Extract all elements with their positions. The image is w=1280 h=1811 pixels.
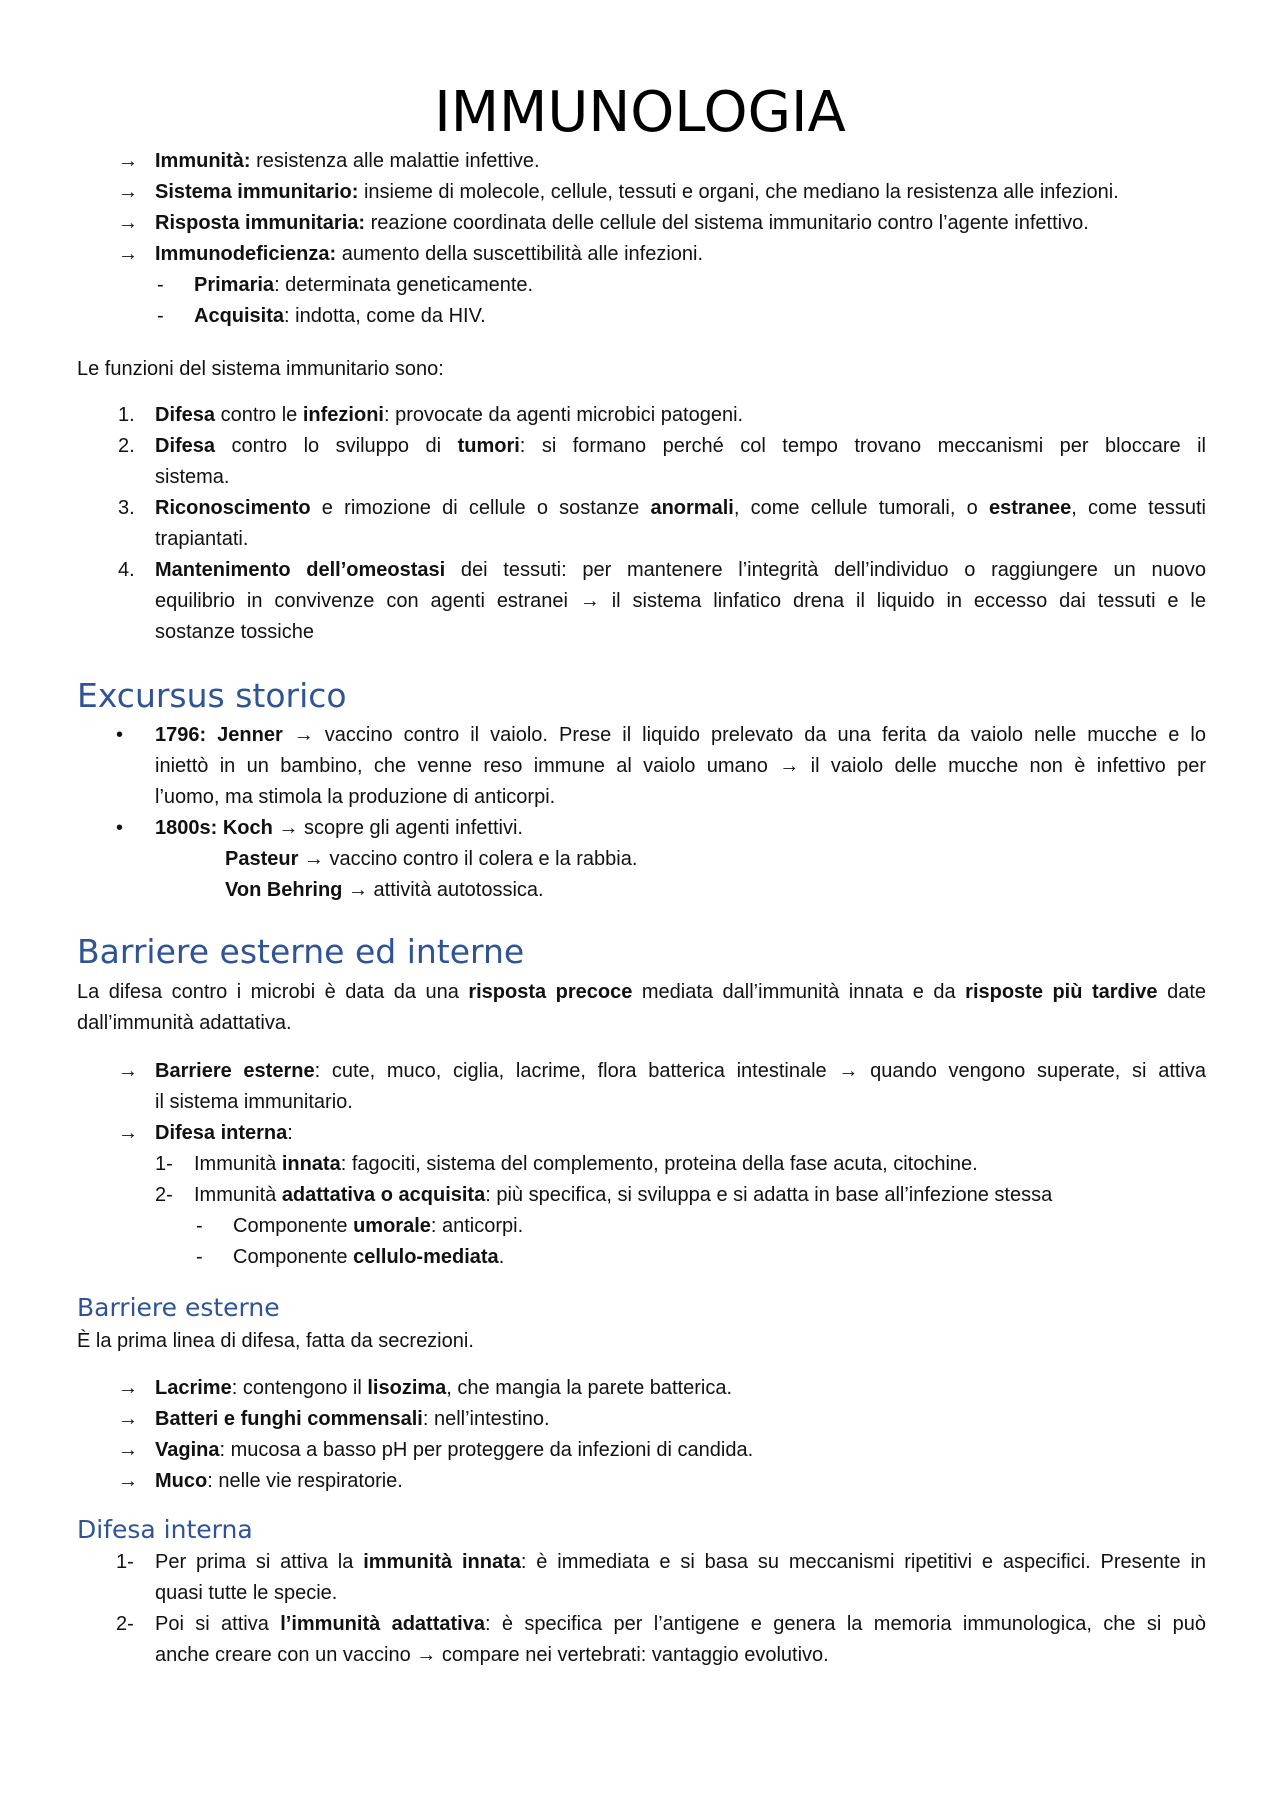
barrier-item: Barriere esterne: cute, muco, ciglia, lacrime, flora batterica intestinale → quando vengono superate, si attiva [155,1060,1206,1082]
function-item: Riconoscimento e rimozione di cellule o sostanze anormali, come cellule tumorali, o estranee, come tessuti [155,497,1206,519]
component-item: Componente cellulo-mediata. [233,1246,505,1268]
arrow-bullet: → [118,181,138,203]
subsection-heading-external: Barriere esterne [77,1293,280,1322]
internal-item: Poi si attiva l’immunità adattativa: è specifica per l’antigene e genera la memoria immunologica, che si può [155,1613,1206,1635]
list-number: 2- [116,1613,134,1635]
immunity-item: Immunità adattativa o acquisita: più specifica, si sviluppa e si adatta in base all’infezione stessa [194,1184,1053,1206]
function-item-continued: sostanze tossiche [155,621,314,643]
round-bullet: • [116,724,124,746]
list-number: 1. [118,404,135,426]
definition-item: Immunodeficienza: aumento della suscettibilità alle infezioni. [155,243,704,265]
barrier-item-continued: il sistema immunitario. [155,1091,353,1113]
internal-item: Per prima si attiva la immunità innata: è immediata e si basa su meccanismi ripetitivi e aspecifici. Presente in [155,1551,1207,1573]
definition-item: Risposta immunitaria: reazione coordinata delle cellule del sistema immunitario contro l’agente infettivo. [155,212,1089,234]
arrow-bullet: → [118,150,138,172]
history-item-continued: l’uomo, ma stimola la produzione di anticorpi. [155,786,556,808]
functions-intro: Le funzioni del sistema immunitario sono: [77,358,444,380]
section-heading-history: Excursus storico [77,676,347,715]
external-item: Muco: nelle vie respiratorie. [155,1470,403,1492]
barrier-item: Difesa interna: [155,1122,293,1144]
arrow-bullet: → [118,1122,138,1144]
history-item: 1796: Jenner → vaccino contro il vaiolo. Prese il liquido prelevato da una ferita da vaiolo nelle mucche e lo [155,724,1207,746]
function-item: Difesa contro lo sviluppo di tumori: si formano perché col tempo trovano meccanismi per bloccare il [155,435,1206,457]
arrow-bullet: → [118,1377,138,1399]
immunity-item: Immunità innata: fagociti, sistema del complemento, proteina della fase acuta, citochine. [194,1153,978,1175]
document-title: IMMUNOLOGIA [434,80,846,145]
definition-item: Sistema immunitario: insieme di molecole, cellule, tessuti e organi, che mediano la resistenza alle infezioni. [155,181,1119,203]
list-number: 2. [118,435,135,457]
history-item: 1800s: Koch → scopre gli agenti infettivi. [155,817,523,839]
function-item: Difesa contro le infezioni: provocate da agenti microbici patogeni. [155,404,744,426]
sub-item: Acquisita: indotta, come da HIV. [194,305,486,327]
list-number: 2- [155,1184,173,1206]
section-heading-barriers: Barriere esterne ed interne [77,932,525,971]
external-intro: È la prima linea di difesa, fatta da secrezioni. [77,1330,474,1352]
sub-item: Primaria: determinata geneticamente. [194,274,534,296]
dash-bullet: - [196,1215,203,1237]
function-item-continued: trapiantati. [155,528,249,550]
arrow-bullet: → [118,1470,138,1492]
external-item: Lacrime: contengono il lisozima, che mangia la parete batterica. [155,1377,733,1399]
function-item-continued: equilibrio in convivenze con agenti estranei → il sistema linfatico drena il liquido in eccesso dai tessuti e le [155,590,1206,612]
barriers-intro: La difesa contro i microbi è data da una risposta precoce mediata dall’immunità innata e da risposte più tardive date [77,981,1206,1003]
list-number: 4. [118,559,135,581]
function-item-continued: sistema. [155,466,230,488]
external-item: Vagina: mucosa a basso pH per proteggere da infezioni di candida. [155,1439,754,1461]
arrow-bullet: → [118,1060,138,1082]
internal-item-continued: anche creare con un vaccino → compare nei vertebrati: vantaggio evolutivo. [155,1644,829,1666]
list-number: 1- [116,1551,134,1573]
arrow-bullet: → [118,1439,138,1461]
arrow-bullet: → [118,212,138,234]
function-item: Mantenimento dell’omeostasi dei tessuti: per mantenere l’integrità dell’individuo o raggiungere un nuovo [155,559,1206,581]
list-number: 1- [155,1153,173,1175]
history-item: Pasteur → vaccino contro il colera e la rabbia. [225,848,638,870]
barriers-intro-continued: dall’immunità adattativa. [77,1012,292,1034]
round-bullet: • [116,817,124,839]
dash-bullet: - [157,274,164,296]
arrow-bullet: → [118,1408,138,1430]
component-item: Componente umorale: anticorpi. [233,1215,524,1237]
history-item: Von Behring → attività autotossica. [225,879,544,901]
arrow-bullet: → [118,243,138,265]
history-item-continued: iniettò in un bambino, che venne reso immune al vaiolo umano → il vaiolo delle mucche non è infettivo per [155,755,1206,777]
internal-item-continued: quasi tutte le specie. [155,1582,338,1604]
list-number: 3. [118,497,135,519]
external-item: Batteri e funghi commensali: nell’intestino. [155,1408,550,1430]
dash-bullet: - [157,305,164,327]
definition-item: Immunità: resistenza alle malattie infettive. [155,150,540,172]
subsection-heading-internal: Difesa interna [77,1515,253,1544]
dash-bullet: - [196,1246,203,1268]
